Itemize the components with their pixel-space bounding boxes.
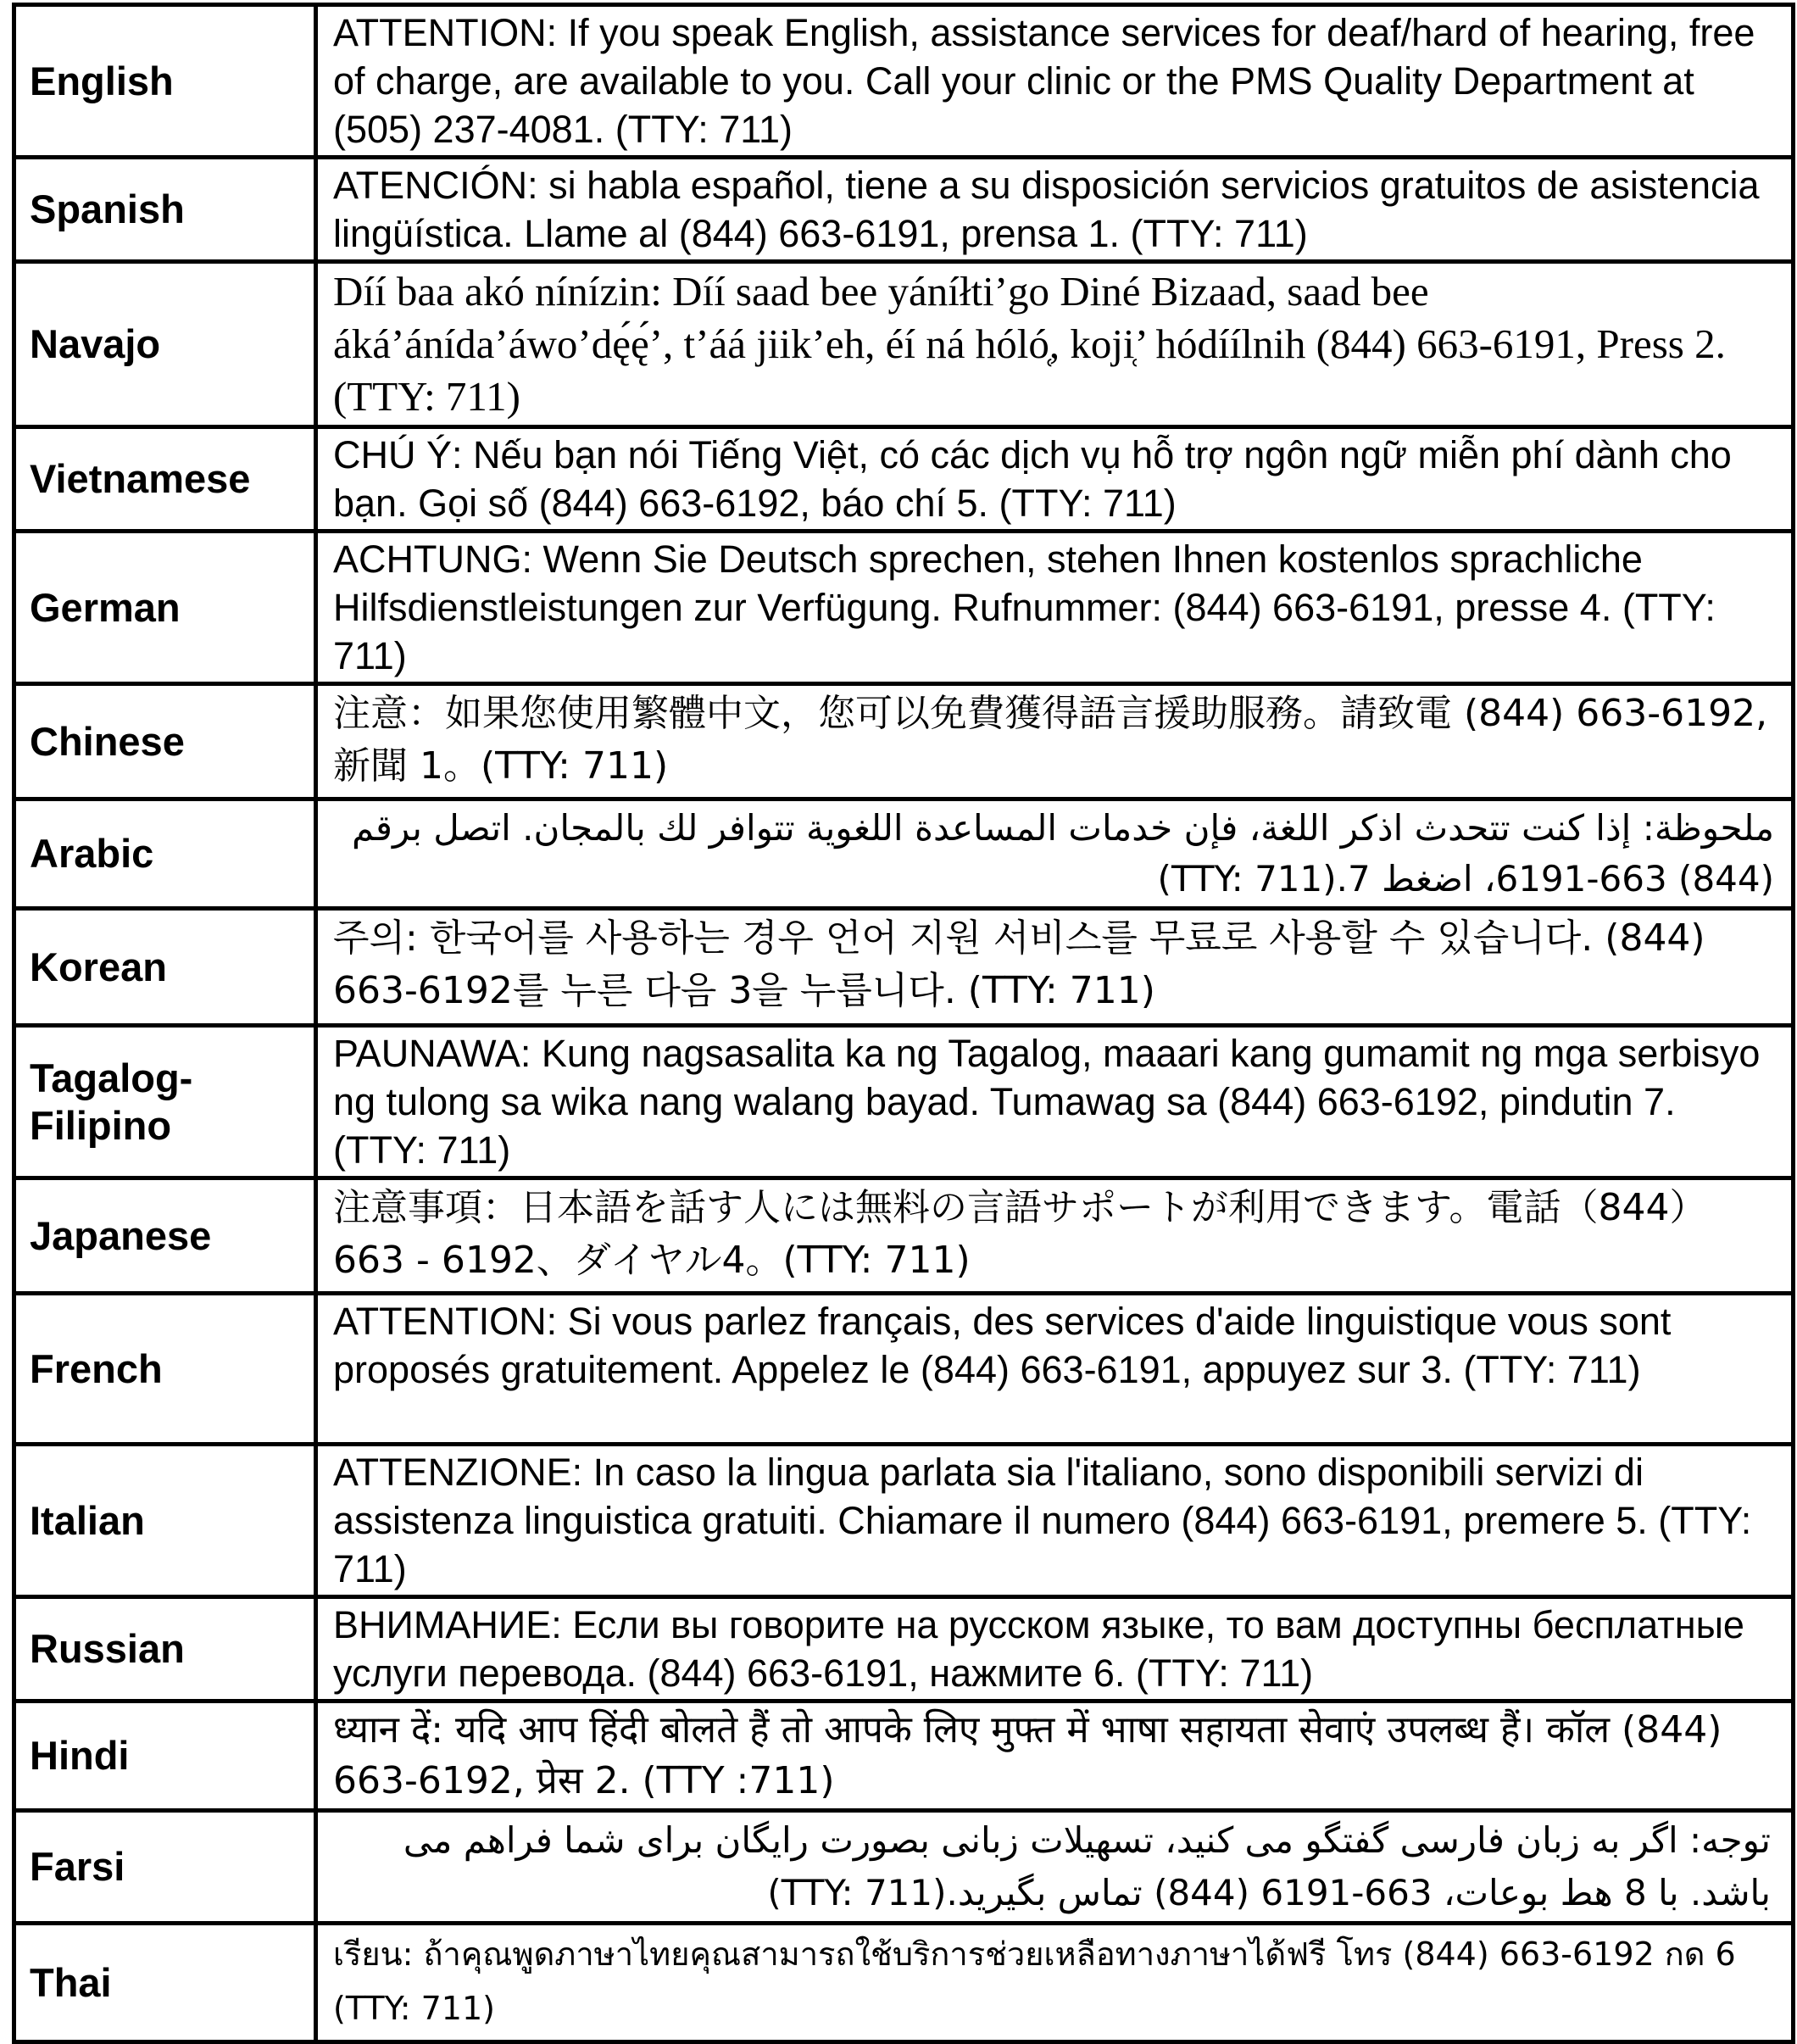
notice-text: ध्यान दें: यदि आप हिंदी बोलते हैं तो आपके लिए मुफ्त में भाषा सहायता सेवाएं उपलब्ध हैं। कॉल (844) 663-6192, प्रेस 2. (TTY :711) [316, 1701, 1794, 1811]
table-row [14, 1811, 1794, 1924]
table-row [14, 1026, 1794, 1178]
table-row [14, 1924, 1794, 2042]
notice-text: ATENCIÓN: si habla español, tiene a su disposición servicios gratuitos de asistencia lingüística. Llame al (844) 663-6191, prensa 1. (TTY: 711) [316, 158, 1794, 262]
table-row [14, 5, 1794, 158]
table-row [14, 1294, 1794, 1445]
notice-text: ACHTUNG: Wenn Sie Deutsch sprechen, stehen Ihnen kostenlos sprachliche Hilfsdienstleistungen zur Verfügung. Rufnummer: (844) 663-6191, presse 4. (TTY: 711) [316, 532, 1794, 684]
notice-text: 주의: 한국어를 사용하는 경우 언어 지원 서비스를 무료로 사용할 수 있습니다. (844) 663-6192를 누른 다음 3을 누릅니다. (TTY: 711) [316, 909, 1794, 1026]
language-name: Japanese [14, 1178, 316, 1294]
language-assistance-table [12, 3, 1795, 2044]
language-name: German [14, 532, 316, 684]
notice-text: PAUNAWA: Kung nagsasalita ka ng Tagalog, maaari kang gumamit ng mga serbisyo ng tulong sa wika nang walang bayad. Tumawag sa (844) 663-6192, pindutin 7. (TTY: 711) [316, 1026, 1794, 1178]
language-name: Tagalog-Filipino [14, 1026, 316, 1178]
notice-text: ATTENTION: If you speak English, assistance services for deaf/hard of hearing, free of charge, are available to you. Call your clinic or the PMS Quality Department at (505) 237-4081. (TTY: 711) [316, 5, 1794, 158]
table-row [14, 909, 1794, 1026]
language-name: Vietnamese [14, 427, 316, 532]
notice-text: ملحوظة: إذا كنت تتحدث اذكر اللغة، فإن خدمات المساعدة اللغوية تتوافر لك بالمجان. اتصل برقم (844) 663-6191، اضغط 7.(TTY: 711) [316, 799, 1794, 909]
table-row [14, 1445, 1794, 1597]
language-name: Chinese [14, 684, 316, 799]
language-name: Navajo [14, 262, 316, 427]
language-name: Spanish [14, 158, 316, 262]
notice-text: 注意事項：日本語を話す人には無料の言語サポートが利用できます。電話（844）663 - 6192、ダイヤル4。(TTY: 711) [316, 1178, 1794, 1294]
notice-text: CHÚ Ý: Nếu bạn nói Tiếng Việt, có các dịch vụ hỗ trợ ngôn ngữ miễn phí dành cho bạn. Gọi số (844) 663-6192, báo chí 5. (TTY: 711) [316, 427, 1794, 532]
notice-text: ATTENZIONE: In caso la lingua parlata sia l'italiano, sono disponibili servizi di assistenza linguistica gratuiti. Chiamare il numero (844) 663-6191, premere 5. (TTY: 711) [316, 1445, 1794, 1597]
notice-text: 注意：如果您使用繁體中文，您可以免費獲得語言援助服務。請致電 (844) 663-6192, 新聞 1。(TTY: 711) [316, 684, 1794, 799]
language-name: Russian [14, 1597, 316, 1701]
language-name: Farsi [14, 1811, 316, 1924]
table-row [14, 158, 1794, 262]
language-name: Korean [14, 909, 316, 1026]
table-row [14, 1597, 1794, 1701]
language-name: Thai [14, 1924, 316, 2042]
notice-text: Díí baa akó nínízin: Díí saad bee yáníłti’go Diné Bizaad, saad bee áká’ánída’áwo’dę́ę́’, t’áá jiik’eh, éí ná hóló̜, koji̜’ hódíílnih (844) 663-6191, Press 2. (TTY: 711) [316, 262, 1794, 427]
notice-text: ВНИМАНИЕ: Если вы говорите на русском языке, то вам доступны бесплатные услуги перевода. (844) 663-6191, нажмите 6. (TTY: 711) [316, 1597, 1794, 1701]
language-name: Italian [14, 1445, 316, 1597]
table-row [14, 262, 1794, 427]
notice-text: ATTENTION: Si vous parlez français, des services d'aide linguistique vous sont proposés gratuitement. Appelez le (844) 663-6191, appuyez sur 3. (TTY: 711) [316, 1294, 1794, 1445]
language-name: Arabic [14, 799, 316, 909]
language-name: English [14, 5, 316, 158]
table-row [14, 799, 1794, 909]
language-name: French [14, 1294, 316, 1445]
table-row [14, 1178, 1794, 1294]
notice-text: توجه: اگر به زبان فارسی گفتگو می کنید، تسهیلات زبانی بصورت رایگان برای شما فراهم می باشد. با 8 هط بوعات، 663-6191 (844) تماس بگیرید.(TTY: 711) [316, 1811, 1794, 1924]
language-name: Hindi [14, 1701, 316, 1811]
table-row [14, 532, 1794, 684]
table-row [14, 684, 1794, 799]
table-row [14, 1701, 1794, 1811]
table-row [14, 427, 1794, 532]
notice-text: เรียน: ถ้าคุณพูดภาษาไทยคุณสามารถใช้บริการช่วยเหลือทางภาษาได้ฟรี โทร (844) 663-6192 กด 6 (TTY: 711) [316, 1924, 1794, 2042]
